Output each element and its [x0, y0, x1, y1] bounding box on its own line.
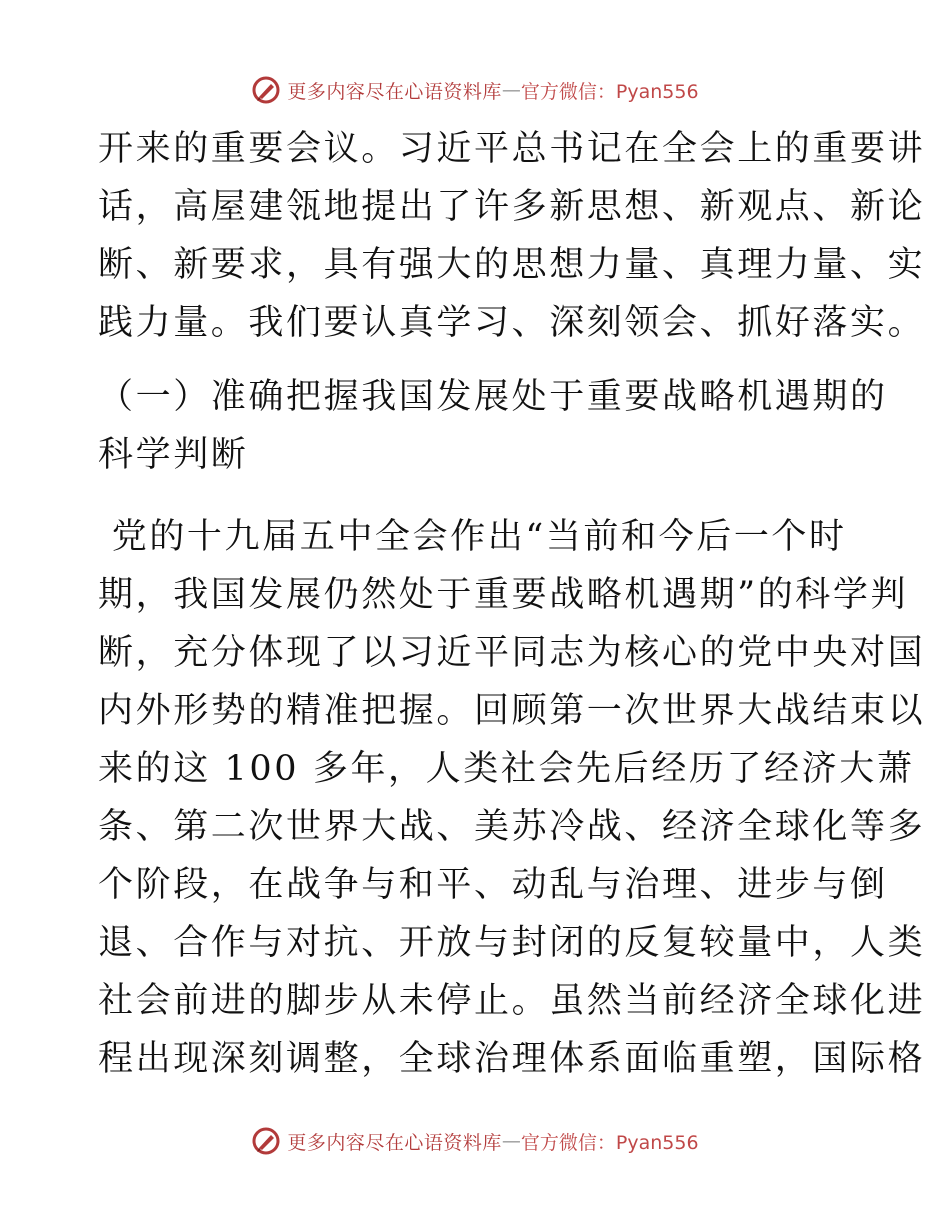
- text-line: 期，我国发展仍然处于重要战略机遇期”的科学判: [98, 575, 909, 615]
- text-line: 退、合作与对抗、开放与封闭的反复较量中，人类: [98, 923, 926, 963]
- quill-logo-icon: [251, 75, 281, 105]
- text-line: 来的这 100 多年，人类社会先后经历了经济大萧: [98, 749, 915, 789]
- text-line: 党的十九届五中全会作出“当前和今后一个时: [98, 517, 847, 557]
- text-line: 社会前进的脚步从未停止。虽然当前经济全球化进: [98, 981, 926, 1021]
- text-line: 断、新要求，具有强大的思想力量、真理力量、实: [98, 245, 926, 285]
- text-line: 开来的重要会议。习近平总书记在全会上的重要讲: [98, 129, 926, 169]
- watermark-separator: —: [501, 1130, 521, 1152]
- heading-line: 科学判断: [98, 435, 249, 475]
- text-line: 内外形势的精准把握。回顾第一次世界大战结束以: [98, 691, 926, 731]
- watermark-separator: —: [501, 79, 521, 101]
- header-watermark: [0, 70, 950, 110]
- watermark-contact: 官方微信：Pyan556: [520, 80, 699, 103]
- text-line: 断，充分体现了以习近平同志为核心的党中央对国: [98, 633, 926, 673]
- text-line: 践力量。我们要认真学习、深刻领会、抓好落实。: [98, 303, 926, 343]
- text-line: 条、第二次世界大战、美苏冷战、经济全球化等多: [98, 807, 926, 847]
- section-heading: [98, 368, 888, 484]
- paragraph-intro: [98, 120, 926, 352]
- watermark-text: 更多内容尽在心语资料库: [287, 80, 502, 103]
- text-line: 个阶段，在战争与和平、动乱与治理、进步与倒: [98, 865, 888, 905]
- watermark-text: 更多内容尽在心语资料库: [287, 1131, 502, 1154]
- quill-logo-icon: [251, 1126, 281, 1156]
- text-line: 话，高屋建瓴地提出了许多新思想、新观点、新论: [98, 187, 926, 227]
- text-line: 程出现深刻调整，全球治理体系面临重塑，国际格: [98, 1039, 926, 1079]
- watermark-contact: 官方微信：Pyan556: [520, 1131, 699, 1154]
- paragraph-body: [98, 508, 926, 1088]
- footer-watermark: [0, 1121, 950, 1161]
- heading-line: （一）准确把握我国发展处于重要战略机遇期的: [98, 377, 888, 417]
